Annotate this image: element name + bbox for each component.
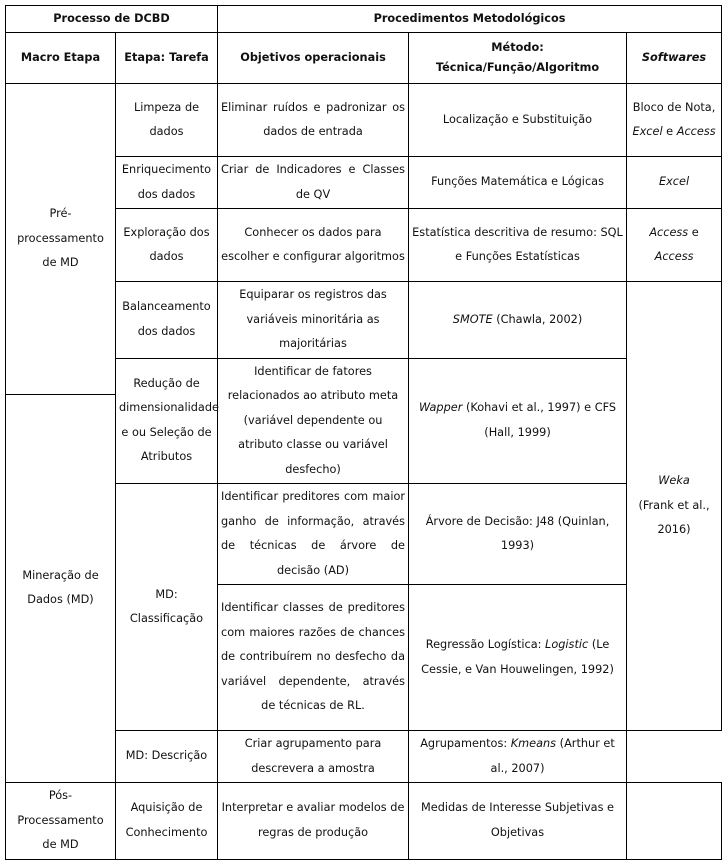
metodo-exploracao: Estatística descritiva de resumo: SQL e Funções Estatísticas — [409, 209, 627, 282]
etapa-aquisicao: Aquisição de Conhecimento — [116, 783, 218, 860]
objetivo-reducao: Identificar de fatores relacionados ao atributo meta (variável dependente ou atributo classe ou variável desfecho) — [218, 358, 409, 484]
metodo-balanceamento: SMOTE (Chawla, 2002) — [409, 282, 627, 359]
software-aquisicao — [627, 783, 722, 860]
metodo-classificacao-ad: Árvore de Decisão: J48 (Quinlan, 1993) — [409, 484, 627, 585]
objetivo-classificacao-ad: Identificar preditores com maior ganho de informação, através de técnicas de árvore de decisão (AD) — [218, 484, 409, 585]
header-objetivos: Objetivos operacionais — [218, 33, 409, 84]
macro-pre: Pré-processamento de MD — [6, 84, 116, 395]
macro-pos: Pós-Processamento de MD — [6, 783, 116, 860]
weka-name: Weka — [658, 474, 690, 488]
etapa-enriquecimento: Enriquecimento dos dados — [116, 157, 218, 209]
header-metodo — [409, 33, 627, 84]
methodology-table — [5, 5, 722, 860]
objetivo-enriquecimento: Criar de Indicadores e Classes de QV — [218, 157, 409, 209]
objetivo-classificacao-rl: Identificar classes de preditores com maiores razões de chances de contribuírem no desfecho da variável dependente, através de técnicas de RL. — [218, 585, 409, 731]
objetivo-exploracao: Conhecer os dados para escolher e configurar algoritmos — [218, 209, 409, 282]
header-macro: Macro Etapa — [6, 33, 116, 84]
software-limpeza: Bloco de Nota, Excel e Access — [627, 84, 722, 157]
etapa-classificacao: MD: Classificação — [116, 484, 218, 731]
metodo-classificacao-rl: Regressão Logística: Logistic (Le Cessie, e Van Houwelingen, 1992) — [409, 585, 627, 731]
metodo-enriquecimento: Funções Matemática e Lógicas — [409, 157, 627, 209]
header-softwares: Softwares — [627, 33, 722, 84]
software-weka — [627, 282, 722, 731]
software-exploracao: Access e Access — [627, 209, 722, 282]
etapa-exploracao: Exploração dos dados — [116, 209, 218, 282]
software-enriquecimento: Excel — [627, 157, 722, 209]
etapa-limpeza: Limpeza de dados — [116, 84, 218, 157]
header-metodo-line1: Método: — [491, 41, 544, 54]
metodo-reducao: Wapper (Kohavi et al., 1997) e CFS (Hall, 1999) — [409, 358, 627, 484]
header-metodo-line2: Técnica/Função/Algoritmo — [435, 61, 600, 74]
objetivo-limpeza: Eliminar ruídos e padronizar os dados de entrada — [218, 84, 409, 157]
macro-min: Mineração de Dados (MD) — [6, 394, 116, 783]
metodo-descricao: Agrupamentos: Kmeans (Arthur et al., 2007) — [409, 731, 627, 783]
weka-ref: (Frank et al., 2016) — [638, 498, 710, 537]
etapa-balanceamento: Balanceamento dos dados — [116, 282, 218, 359]
etapa-descricao: MD: Descrição — [116, 731, 218, 783]
metodo-aquisicao: Medidas de Interesse Subjetivas e Objetivas — [409, 783, 627, 860]
metodo-limpeza: Localização e Substituição — [409, 84, 627, 157]
header-process: Processo de DCBD — [6, 6, 218, 33]
objetivo-aquisicao: Interpretar e avaliar modelos de regras de produção — [218, 783, 409, 860]
etapa-reducao: Redução de dimensionalidade e ou Seleção de Atributos — [116, 358, 218, 484]
header-procedures: Procedimentos Metodológicos — [218, 6, 722, 33]
objetivo-balanceamento: Equiparar os registros das variáveis minoritária as majoritárias — [218, 282, 409, 359]
header-etapa: Etapa: Tarefa — [116, 33, 218, 84]
objetivo-descricao: Criar agrupamento para descrevera a amostra — [218, 731, 409, 783]
